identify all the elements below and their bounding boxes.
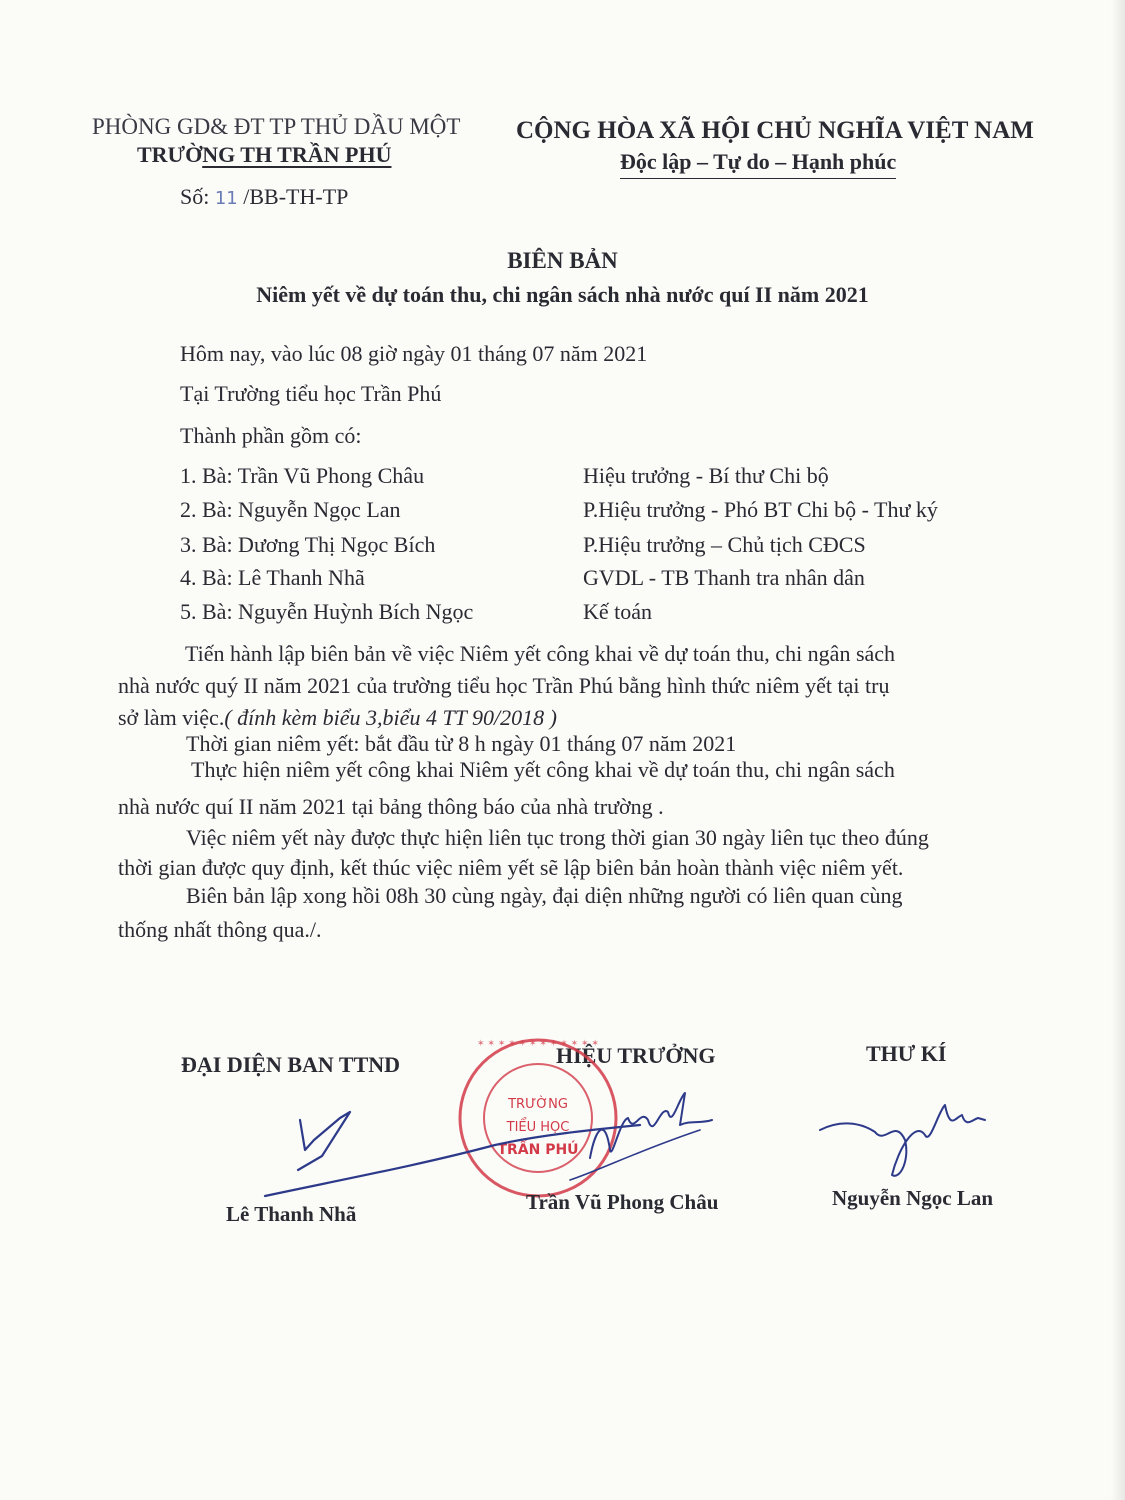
- body-p1-line3-text: sở làm việc.: [118, 705, 225, 730]
- center-signature-stroke: [570, 1130, 700, 1180]
- body-p1-line2: nhà nước quý II năm 2021 của trường tiểu học Trần Phú bằng hình thức niêm yết tại trụ: [118, 673, 890, 698]
- member-name: 1. Bà: Trần Vũ Phong Châu: [180, 463, 425, 488]
- member-name: 4. Bà: Lê Thanh Nhã: [180, 565, 365, 590]
- body-p1-attachment: ( đính kèm biểu 3,biểu 4 TT 90/2018 ): [224, 705, 557, 730]
- document-title: BIÊN BẢN: [507, 248, 618, 273]
- body-p5-line1: Biên bản lập xong hồi 08h 30 cùng ngày, đại diện những người có liên quan cùng: [186, 883, 903, 908]
- body-p4-line1: Việc niêm yết này được thực hiện liên tục trong thời gian 30 ngày liên tục theo đúng: [186, 825, 929, 850]
- member-role: GVDL - TB Thanh tra nhân dân: [583, 565, 865, 590]
- body-p3-line2: nhà nước quí II năm 2021 tại bảng thông báo của nhà trường .: [118, 794, 664, 819]
- member-role: P.Hiệu trưởng – Chủ tịch CĐCS: [583, 532, 866, 557]
- member-name: 3. Bà: Dương Thị Ngọc Bích: [180, 532, 436, 557]
- svg-text:✶ ✶ ✶ ✶ ✶ ✶ ✶ ✶ ✶ ✶ ✶ ✶: ✶ ✶ ✶ ✶ ✶ ✶ ✶ ✶ ✶ ✶ ✶ ✶: [477, 1039, 599, 1049]
- doc-no-label: Số:: [180, 184, 210, 209]
- center-signer-name: Trần Vũ Phong Châu: [526, 1190, 719, 1214]
- stamp-line-3: TRẦN PHÚ: [497, 1142, 579, 1158]
- left-signer-title: ĐẠI DIỆN BAN TTND: [181, 1052, 401, 1077]
- intro-place: Tại Trường tiểu học Trần Phú: [180, 381, 442, 406]
- left-signer-name: Lê Thanh Nhã: [226, 1202, 357, 1226]
- intro-time: Hôm nay, vào lúc 08 giờ ngày 01 tháng 07 năm 2021: [180, 341, 648, 366]
- school-stamp: [460, 1039, 616, 1196]
- department-name: PHÒNG GD& ĐT TP THỦ DẦU MỘT: [92, 114, 461, 139]
- doc-no-value: 11: [214, 188, 238, 209]
- member-role: P.Hiệu trưởng - Phó BT Chi bộ - Thư ký: [583, 497, 938, 522]
- member-role: Hiệu trưởng - Bí thư Chi bộ: [583, 463, 829, 488]
- body-p4-line2: thời gian được quy định, kết thúc việc niêm yết sẽ lập biên bản hoàn thành việc niêm yết.: [118, 855, 904, 880]
- stamp-line-2: TIỂU HỌC: [506, 1120, 570, 1135]
- doc-no-suffix: /BB-TH-TP: [243, 184, 349, 209]
- document-subtitle: Niêm yết về dự toán thu, chi ngân sách nhà nước quí II năm 2021: [256, 282, 869, 307]
- center-signer-title: HIỆU TRƯỞNG: [556, 1043, 716, 1068]
- right-signer-name: Nguyễn Ngọc Lan: [832, 1186, 994, 1210]
- member-name: 2. Bà: Nguyễn Ngọc Lan: [180, 497, 401, 522]
- motto: Độc lập – Tự do – Hạnh phúc: [620, 149, 896, 179]
- left-signature: [265, 1112, 640, 1196]
- body-p5-line2: thống nhất thông qua./.: [118, 917, 322, 942]
- right-signer-title: THƯ KÍ: [866, 1041, 947, 1066]
- members-heading: Thành phần gồm có:: [180, 423, 362, 448]
- member-name: 5. Bà: Nguyễn Huỳnh Bích Ngọc: [180, 599, 474, 624]
- page-edge-shadow: [1111, 0, 1125, 1500]
- body-p2: Thời gian niêm yết: bắt đầu từ 8 h ngày 01 tháng 07 năm 2021: [186, 731, 737, 756]
- right-signature: [820, 1105, 985, 1176]
- school-name-rest: NG TH TRẦN PHÚ: [202, 142, 392, 167]
- body-p1-line1: Tiến hành lập biên bản về việc Niêm yết công khai về dự toán thu, chi ngân sách: [185, 641, 896, 666]
- stamp-line-1: TRƯỜNG: [508, 1097, 568, 1112]
- republic-title: CỘNG HÒA XÃ HỘI CHỦ NGHĨA VIỆT NAM: [516, 117, 1034, 144]
- member-role: Kế toán: [583, 599, 653, 624]
- body-p3-line1: Thực hiện niêm yết công khai Niêm yết công khai về dự toán thu, chi ngân sách: [191, 757, 895, 782]
- school-name-prefix: TRƯỜ: [137, 142, 203, 167]
